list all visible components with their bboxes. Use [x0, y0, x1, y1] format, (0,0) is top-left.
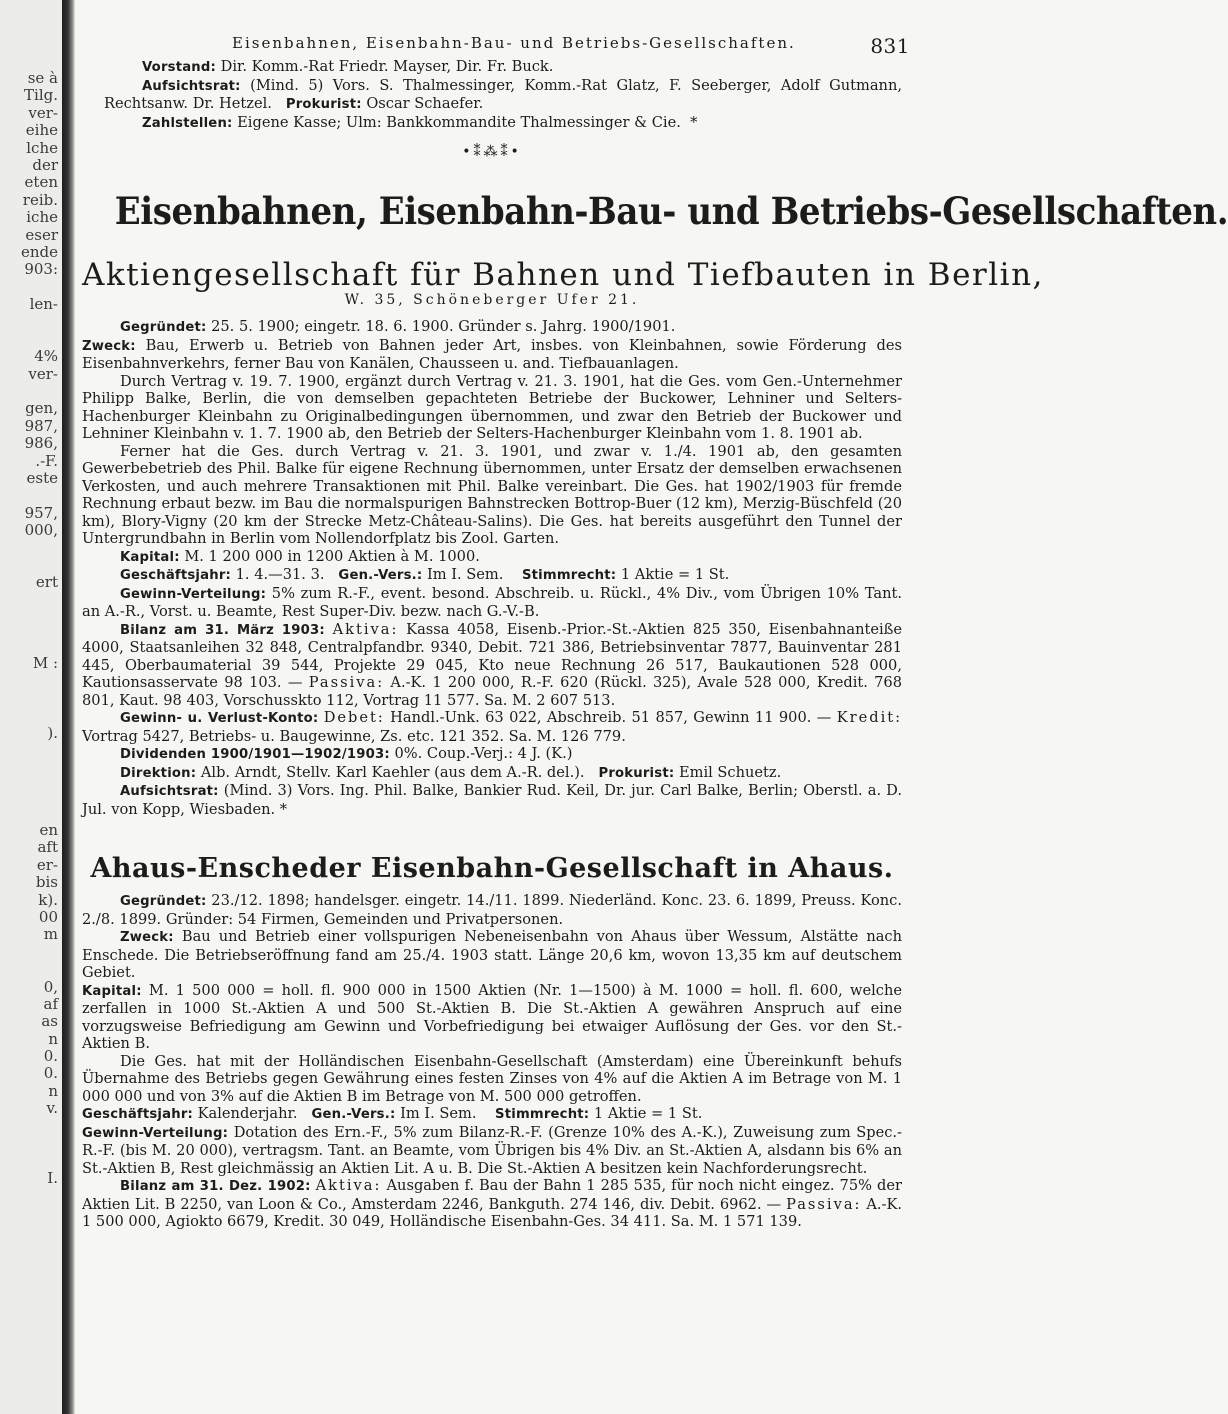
stimmrecht-label: Stimmrecht:: [521, 568, 617, 583]
zahlstellen-text: Eigene Kasse; Ulm: Bankkommandite Thalmessinger & Cie.: [237, 113, 681, 131]
gewinn-verteilung-text: Dotation des Ern.-F., 5% zum Bilanz-R.-F. (Grenze 10% des A.-K.), Zuweisung zum Spec.-R.-F. (bis M. 20 000), vertragsm. Tant. an Beamte, vom Übrigen bis 4% Div. an St.-Aktien A, alsdann bis 6% an St.-Aktien B, Rest gleichmässig an Aktien Lit. A u. B. Die St.-Aktien A besitzen kein Nachforderungsrecht.: [82, 1123, 902, 1177]
vorstand-line: [104, 58, 902, 77]
margin-fragment: k).: [38, 890, 58, 909]
left-fragments-top: [0, 70, 58, 592]
margin-fragment: n: [48, 1081, 58, 1100]
dividenden-label: Dividenden 1900/1901—1902/1903:: [120, 747, 390, 762]
prokurist-label: Prokurist:: [285, 97, 362, 112]
debet-word: Debet:: [323, 709, 385, 726]
vorstand-label: Vorstand:: [142, 60, 217, 75]
left-fragments-low: [0, 822, 58, 1187]
prokurist-text: Oscar Schaefer.: [366, 95, 484, 112]
margin-fragment: eihe: [25, 121, 58, 140]
genvers-text: Im I. Sem.: [400, 1105, 477, 1122]
margin-fragment: 987,: [24, 416, 58, 435]
margin-fragment: [0, 672, 58, 689]
margin-fragment: [0, 313, 58, 330]
aufsichtsrat-line: [82, 782, 902, 818]
company-address: W. 35, Schöneberger Ufer 21.: [344, 292, 640, 308]
margin-fragment: Tilg.: [24, 86, 58, 105]
zahlstellen-label: Zahlstellen:: [142, 115, 233, 131]
passiva-word: Passiva:: [308, 674, 385, 691]
prokurist-text: Emil Schuetz.: [678, 763, 782, 781]
kapital-text: M. 1 200 000 in 1200 Aktien à M. 1000.: [184, 547, 480, 565]
margin-fragment: [0, 1118, 58, 1135]
bilanz-label: Bilanz am 31. März 1903:: [120, 622, 325, 638]
stimmrecht-text: 1 Aktie = 1 St.: [593, 1105, 703, 1122]
margin-fragment: 903:: [24, 260, 58, 279]
margin-fragment: M :: [32, 654, 58, 672]
paragraph-vertrag: Durch Vertrag v. 19. 7. 1900, ergänzt durch Vertrag v. 21. 3. 1901, hat die Ges. vom Gen.-Unternehmer Philipp Balke, Berlin, die von demselben gepachteten Betriebe der Buckower, Lehniner und Selters-Hachenburger Kleinbahn zu Originalbedingungen übernommen, und zwar den Betrieb der Buckower und Lehniner Kleinbahn v. 1. 7. 1900 ab, den Betrieb der Selters-Hachenburger Kleinbahn vom 1. 8. 1901 ab.: [82, 372, 902, 442]
margin-fragment: iche: [26, 208, 58, 227]
margin-fragment: er-: [36, 855, 58, 874]
company-name: Aktiengesellschaft für Bahnen und Tiefbauten in Berlin,: [82, 257, 1044, 293]
margin-fragment: [0, 707, 58, 724]
zweck-line: [82, 928, 902, 982]
margin-fragment: [0, 1135, 58, 1152]
margin-fragment: lche: [26, 138, 58, 157]
direktion-text: Alb. Arndt, Stellv. Karl Kaehler (aus dem A.-R. del.).: [200, 763, 585, 781]
bilanz-passiva: A.-K. 1 200 000, R.-F. 620 (Rückl. 325), Avale 528 000, Kredit. 768 801, Kaut. 98 403, Vorschusskto 112, Vortrag 11 577. Sa. M. 2 607 513.: [82, 674, 903, 709]
margin-fragment: I.: [47, 1168, 58, 1187]
margin-fragment: [0, 331, 58, 348]
zahlstellen-line: [104, 114, 902, 133]
zweck-line: [82, 337, 902, 373]
gewinn-verteilung-label: Gewinn-Verteilung:: [82, 1125, 229, 1141]
dividenden-text: 0%. Coup.-Verj.: 4 J. (K.): [394, 745, 573, 762]
gewinn-verteilung-line: [82, 585, 902, 621]
margin-fragment: v.: [46, 1099, 58, 1118]
margin-fragment: [0, 944, 58, 961]
page-header: [82, 28, 910, 58]
aufsichtsrat-line: [104, 77, 902, 114]
margin-fragment: bis: [35, 873, 58, 892]
aufsichtsrat-label: Aufsichtsrat:: [142, 78, 241, 94]
bilanz-label: Bilanz am 31. Dez. 1902:: [120, 1179, 311, 1194]
margin-fragment: len-: [29, 295, 58, 314]
gewinn-verlust-line: [82, 709, 902, 745]
kapital-label: Kapital:: [82, 983, 142, 999]
margin-fragment: reib.: [22, 190, 58, 209]
prokurist-label: Prokurist:: [598, 765, 675, 781]
kapital-label: Kapital:: [120, 549, 180, 565]
kredit-word: Kredit:: [836, 709, 903, 726]
bilanz-passiva: A.-K. 1 500 000, Agiokto 6679, Kredit. 30 049, Holländische Eisenbahn-Ges. 34 411. Sa. M. 1 571 139.: [82, 1195, 903, 1230]
stimmrecht-label: Stimmrecht:: [495, 1107, 590, 1122]
aufsichtsrat-text: (Mind. 3) Vors. Ing. Phil. Balke, Bankier Rud. Keil, Dr. jur. Carl Balke, Berlin; Oberstl. a. D. Jul. von Kopp, Wiesbaden.: [82, 782, 902, 818]
book-binding-shadow: [62, 0, 75, 1414]
gewinn-verteilung-text: 5% zum R.-F., event. besond. Abschreib. u. Rückl., 4% Div., vom Übrigen 10% Tant. an A.-R., Vorst. u. Beamte, Rest Super-Div. bezw. nach G.-V.-B.: [82, 584, 902, 620]
page-number: 831: [870, 34, 910, 58]
company-entry-berlin: [82, 257, 1044, 818]
margin-fragment: eser: [25, 225, 58, 244]
gegruendet-line: [82, 892, 902, 928]
geschaeftsjahr-line: [82, 566, 902, 585]
margin-fragment: m: [43, 925, 58, 944]
margin-fragment: 986,: [24, 434, 58, 453]
geschaeftsjahr-text: Kalenderjahr.: [197, 1105, 298, 1122]
company-entry-ahaus: [82, 852, 902, 1231]
gegruendet-label: Gegründet:: [120, 894, 207, 909]
gewinn-verteilung-label: Gewinn-Verteilung:: [120, 586, 267, 602]
margin-fragment: se à: [27, 69, 58, 87]
margin-fragment: [0, 487, 58, 504]
margin-fragment: 4%: [34, 347, 58, 366]
margin-fragment: 0,: [43, 977, 58, 996]
bilanz-aktiva: Ausgaben f. Bau der Bahn 1 285 535, für noch nicht eingez. 75% der Aktien Lit. B 2250, van Loon & Co., Amsterdam 2246, Bankguth. 274 146, div. Debit. 6962. —: [82, 1177, 903, 1213]
geschaeftsjahr-line: [82, 1105, 902, 1124]
genvers-label: Gen.-Vers.:: [311, 1107, 396, 1122]
margin-fragment: n: [48, 1029, 58, 1048]
margin-fragment: as: [41, 1012, 58, 1031]
gewinn-verlust-label: Gewinn- u. Verlust-Konto:: [120, 711, 319, 726]
geschaeftsjahr-label: Geschäftsjahr:: [120, 568, 231, 583]
margin-fragment: eten: [24, 173, 58, 192]
vorstand-text: Dir. Komm.-Rat Friedr. Mayser, Dir. Fr. Buck.: [220, 58, 554, 75]
margin-fragment: ert: [35, 573, 58, 592]
zweck-label: Zweck:: [120, 930, 174, 945]
end-mark: *: [279, 800, 288, 818]
margin-fragment: ver-: [28, 364, 58, 383]
margin-fragment: af: [43, 994, 58, 1013]
gegruendet-text: 23./12. 1898; handelsger. eingetr. 14./11. 1899. Niederländ. Konc. 23. 6. 1899, Preuss. Konc. 2./8. 1899. Gründer: 54 Firmen, Gemeinden und Privatpersonen.: [82, 892, 902, 928]
bilanz-line: [82, 621, 902, 710]
dividenden-line: [82, 745, 902, 764]
direktion-label: Direktion:: [120, 765, 197, 781]
section-title: Eisenbahnen, Eisenbahn-Bau- und Betriebs-Gesellschaften.: [114, 189, 1228, 233]
margin-fragment: 0.: [43, 1064, 58, 1083]
aktiva-word: Aktiva:: [315, 1177, 382, 1194]
kapital-line: [82, 982, 902, 1053]
geschaeftsjahr-label: Geschäftsjahr:: [82, 1107, 193, 1122]
kapital-text: M. 1 500 000 = holl. fl. 900 000 in 1500 Aktien (Nr. 1—1500) à M. 1000 = holl. fl. 600, welche zerfallen in 1000 St.-Aktien A und 500 St.-Aktien B. Die St.-Aktien A gewähren Anspruch auf eine vorzugsweise Befriedigung am Gewinn und Vorbefriedigung bei etwaiger Auflösung der Ges. vor den St.-Aktien B.: [82, 981, 902, 1052]
margin-fragment: .-F.: [35, 451, 58, 470]
ornament-divider: •⁑⁂⁑•: [462, 144, 522, 160]
margin-fragment: 00: [38, 907, 58, 926]
margin-fragment: ).: [47, 723, 58, 742]
guv-kredit: Vortrag 5427, Betriebs- u. Baugewinne, Zs. etc. 121 352. Sa. M. 126 779.: [82, 727, 626, 745]
running-title: Eisenbahnen, Eisenbahn-Bau- und Betriebs-Gesellschaften.: [232, 34, 796, 52]
bilanz-line: [82, 1177, 902, 1231]
genvers-label: Gen.-Vers.:: [338, 568, 423, 583]
guv-debet: Handl.-Unk. 63 022, Abschreib. 51 857, Gewinn 11 900. —: [390, 709, 832, 726]
kapital-line: [82, 548, 902, 567]
passiva-word: Passiva:: [786, 1195, 862, 1213]
margin-fragment: 0.: [43, 1047, 58, 1066]
margin-fragment: 957,: [24, 503, 58, 522]
margin-fragment: ende: [20, 242, 58, 261]
gegruendet-text: 25. 5. 1900; eingetr. 18. 6. 1900. Gründer s. Jahrg. 1900/1901.: [211, 318, 676, 335]
genvers-text: Im I. Sem.: [427, 566, 504, 583]
margin-fragment: [0, 540, 58, 557]
margin-fragment: gen,: [25, 399, 58, 418]
end-mark: *: [690, 113, 698, 131]
paragraph-ferner: Ferner hat die Ges. durch Vertrag v. 21. 3. 1901, und zwar v. 1./4. 1901 ab, den gesamten Gewerbebetrieb des Phil. Balke für eigene Rechnung übernommen, unter Ersatz der demselben erwachsenen Verkosten, und auch mehrere Transaktionen mit Phil. Balke vereinbart. Die Ges. hat 1902/1903 für fremde Rechnung erbaut bezw. im Bau die normalspurigen Bahnstrecken Bottrop-Buer (12 km), Merzig-Büschfeld (20 km), Blory-Vigny (20 km der Strecke Metz-Château-Salins). Die Ges. hat bereits ausgeführt den Tunnel der Untergrundbahn in Berlin vom Nollendorfplatz bis Zool. Garten.: [82, 442, 902, 547]
margin-fragment: en: [39, 821, 58, 839]
geschaeftsjahr-text: 1. 4.—31. 3.: [235, 566, 325, 583]
margin-fragment: [0, 1152, 58, 1169]
margin-fragment: [0, 961, 58, 978]
company-name: Ahaus-Enscheder Eisenbahn-Gesellschaft in Ahaus.: [90, 853, 894, 884]
margin-fragment: [0, 557, 58, 574]
zweck-text: Bau, Erwerb u. Betrieb von Bahnen jeder Art, insbes. von Kleinbahnen, sowie Förderung des Eisenbahnverkehrs, ferner Bau von Kanälen, Chausseen u. and. Tiefbauanlagen.: [82, 336, 902, 372]
previous-entry-tail: [82, 58, 902, 132]
margin-fragment: este: [26, 468, 58, 487]
aufsichtsrat-label: Aufsichtsrat:: [120, 784, 219, 799]
direktion-line: [82, 764, 902, 783]
margin-fragment: [0, 690, 58, 707]
margin-fragment: 000,: [24, 521, 58, 540]
gegruendet-label: Gegründet:: [120, 320, 207, 335]
margin-fragment: [0, 279, 58, 296]
margin-fragment: der: [32, 155, 58, 174]
left-page-margin: [0, 0, 62, 1414]
stimmrecht-text: 1 Aktie = 1 St.: [620, 566, 730, 583]
bilanz-aktiva: Kassa 4058, Eisenb.-Prior.-St.-Aktien 825 350, Eisenbahnanteiße 4000, Staatsanleihen 32 848, Centralpfandbr. 9340, Debit. 721 386, Betriebsinventar 7877, Bauinventar 281 445, Oberbaumaterial 39 544, Projekte 29 045, Kto neue Rechnung 26 517, Baukautionen 528 000, Kautionsasservate 98 103. —: [82, 620, 903, 691]
gegruendet-line: [82, 318, 902, 337]
paragraph-uebereinkunft: Die Ges. hat mit der Holländischen Eisenbahn-Gesellschaft (Amsterdam) eine Übereinkunft behufs Übernahme des Betriebs gegen Gewährung eines festen Zinses von 4% auf die Aktien A im Betrage von M. 1 000 000 und von 3% auf die Aktien B im Betrage von M. 500 000 getroffen.: [82, 1052, 902, 1105]
margin-fragment: aft: [37, 838, 58, 857]
aufsichtsrat-text: (Mind. 5) Vors. S. Thalmessinger, Komm.-Rat Glatz, F. Seeberger, Adolf Gutmann, Rechtsanw. Dr. Hetzel.: [104, 76, 902, 112]
zweck-label: Zweck:: [82, 338, 136, 354]
page-column: [82, 28, 1228, 1231]
left-fragments-mid: [0, 655, 58, 742]
zweck-text: Bau und Betrieb einer vollspurigen Nebeneisenbahn von Ahaus über Wessum, Alstätte nach Enschede. Die Betriebseröffnung fand am 25./4. 1903 statt. Länge 20,6 km, wovon 13,35 km auf deutschem Gebiet.: [82, 928, 902, 981]
aktiva-word: Aktiva:: [332, 620, 399, 638]
margin-fragment: [0, 383, 58, 400]
gewinn-verteilung-line: [82, 1124, 902, 1178]
margin-fragment: ver-: [28, 103, 58, 122]
